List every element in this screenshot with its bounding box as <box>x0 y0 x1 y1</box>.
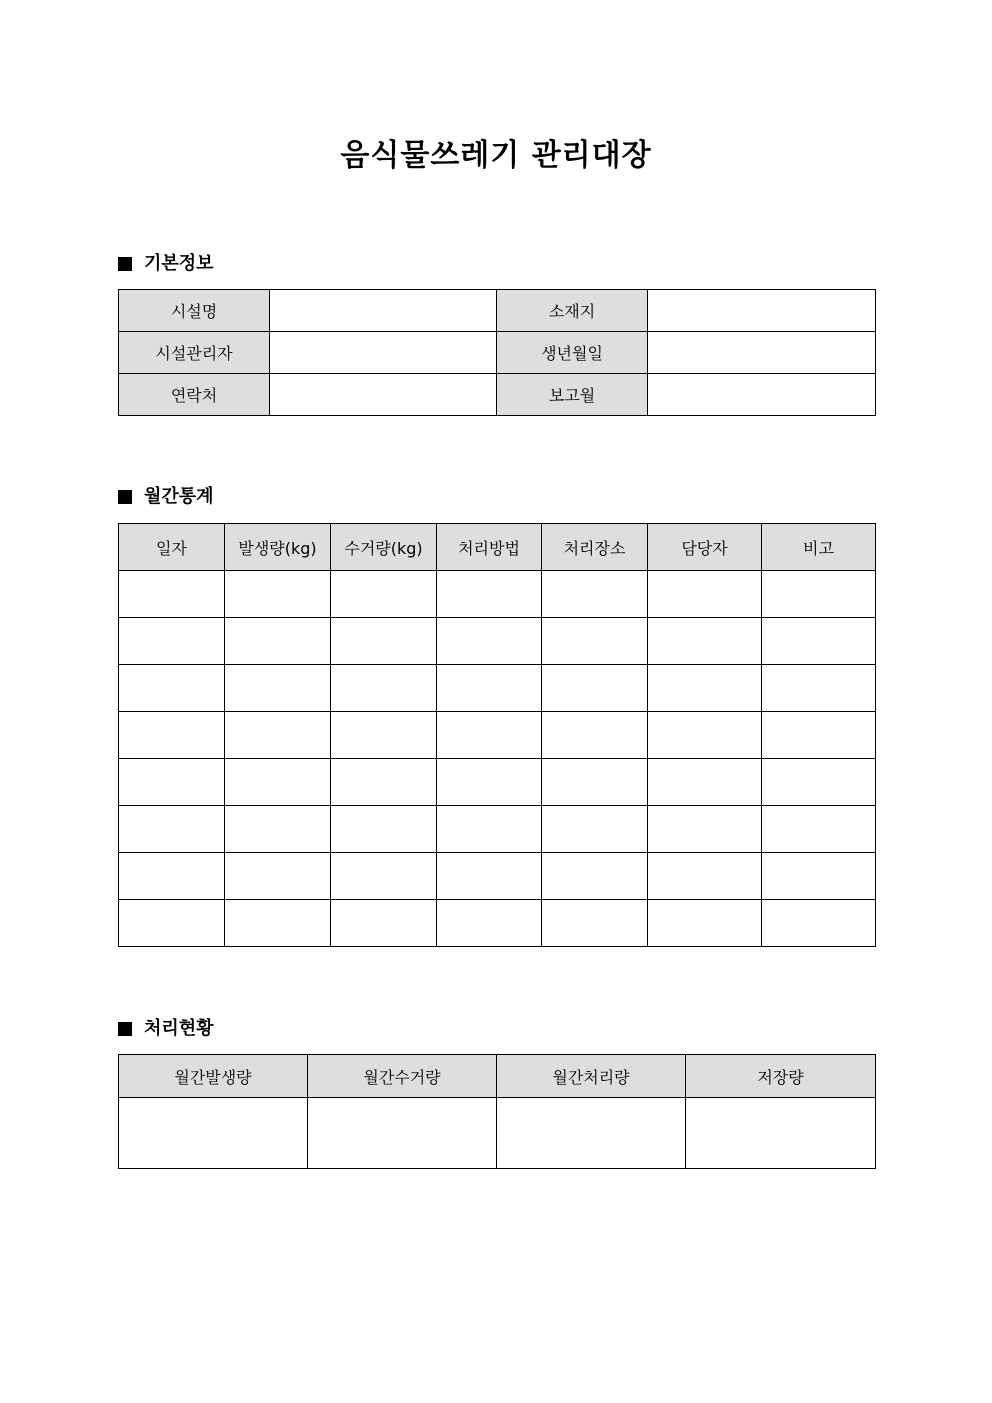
column-header-monthly-processed: 월간처리량 <box>497 1055 686 1098</box>
table-cell[interactable] <box>437 759 542 806</box>
processing-status-table <box>118 1054 876 1169</box>
column-header-storage: 저장량 <box>686 1055 876 1098</box>
table-cell[interactable] <box>225 759 331 806</box>
table-cell[interactable] <box>762 618 876 665</box>
column-header-monthly-collected: 월간수거량 <box>308 1055 497 1098</box>
table-row <box>119 571 876 618</box>
table-cell[interactable] <box>762 571 876 618</box>
label-location: 소재지 <box>497 290 648 332</box>
birth-date-field[interactable] <box>648 332 876 374</box>
column-header-collected: 수거량(kg) <box>331 524 437 571</box>
table-cell[interactable] <box>762 712 876 759</box>
table-cell[interactable] <box>542 665 648 712</box>
table-cell[interactable] <box>331 853 437 900</box>
table-cell[interactable] <box>437 571 542 618</box>
column-header-monthly-generated: 월간발생량 <box>119 1055 308 1098</box>
table-row <box>119 1098 876 1169</box>
table-cell[interactable] <box>648 759 762 806</box>
table-cell[interactable] <box>542 900 648 947</box>
table-cell[interactable] <box>542 712 648 759</box>
label-birth-date: 생년월일 <box>497 332 648 374</box>
column-header-person: 담당자 <box>648 524 762 571</box>
monthly-stats-table <box>118 523 876 947</box>
contact-field[interactable] <box>270 374 497 416</box>
table-header-row <box>119 524 876 571</box>
label-contact: 연락처 <box>119 374 270 416</box>
table-cell[interactable] <box>437 853 542 900</box>
table-row <box>119 618 876 665</box>
table-cell[interactable] <box>331 571 437 618</box>
table-cell[interactable] <box>119 665 225 712</box>
column-header-method: 처리방법 <box>437 524 542 571</box>
table-cell[interactable] <box>119 571 225 618</box>
table-cell[interactable] <box>225 712 331 759</box>
table-cell[interactable] <box>437 618 542 665</box>
label-facility-name: 시설명 <box>119 290 270 332</box>
table-cell[interactable] <box>331 759 437 806</box>
table-cell[interactable] <box>225 665 331 712</box>
table-row <box>119 332 876 374</box>
table-cell[interactable] <box>437 712 542 759</box>
table-row <box>119 853 876 900</box>
table-row <box>119 712 876 759</box>
section-heading-basic-info <box>118 252 214 276</box>
square-bullet-icon <box>118 257 132 271</box>
table-cell[interactable] <box>331 900 437 947</box>
table-row <box>119 806 876 853</box>
basic-info-table <box>118 289 876 416</box>
table-cell[interactable] <box>225 571 331 618</box>
column-header-remarks: 비고 <box>762 524 876 571</box>
table-cell[interactable] <box>648 900 762 947</box>
table-cell[interactable] <box>119 806 225 853</box>
table-cell[interactable] <box>119 712 225 759</box>
table-cell[interactable] <box>119 900 225 947</box>
label-facility-manager: 시설관리자 <box>119 332 270 374</box>
table-cell[interactable] <box>648 618 762 665</box>
table-cell[interactable] <box>225 806 331 853</box>
table-cell[interactable] <box>331 712 437 759</box>
table-cell[interactable] <box>225 618 331 665</box>
column-header-place: 처리장소 <box>542 524 648 571</box>
table-cell[interactable] <box>762 759 876 806</box>
table-cell[interactable] <box>648 712 762 759</box>
monthly-generated-field[interactable] <box>119 1098 308 1169</box>
label-report-month: 보고월 <box>497 374 648 416</box>
table-cell[interactable] <box>331 665 437 712</box>
table-cell[interactable] <box>648 806 762 853</box>
storage-field[interactable] <box>686 1098 876 1169</box>
location-field[interactable] <box>648 290 876 332</box>
table-cell[interactable] <box>648 665 762 712</box>
facility-manager-field[interactable] <box>270 332 497 374</box>
table-cell[interactable] <box>437 806 542 853</box>
table-cell[interactable] <box>762 806 876 853</box>
table-cell[interactable] <box>648 853 762 900</box>
table-cell[interactable] <box>119 853 225 900</box>
section-heading-label: 처리현황 <box>144 1018 214 1039</box>
table-cell[interactable] <box>542 806 648 853</box>
monthly-processed-field[interactable] <box>497 1098 686 1169</box>
table-cell[interactable] <box>542 571 648 618</box>
table-cell[interactable] <box>331 618 437 665</box>
table-cell[interactable] <box>331 806 437 853</box>
table-cell[interactable] <box>119 759 225 806</box>
monthly-collected-field[interactable] <box>308 1098 497 1169</box>
table-cell[interactable] <box>437 665 542 712</box>
square-bullet-icon <box>118 490 132 504</box>
table-cell[interactable] <box>542 618 648 665</box>
table-cell[interactable] <box>648 571 762 618</box>
table-cell[interactable] <box>225 853 331 900</box>
table-row <box>119 759 876 806</box>
column-header-date: 일자 <box>119 524 225 571</box>
table-cell[interactable] <box>762 853 876 900</box>
column-header-generated: 발생량(kg) <box>225 524 331 571</box>
table-cell[interactable] <box>762 665 876 712</box>
section-heading-processing-status <box>118 1017 214 1041</box>
table-cell[interactable] <box>542 759 648 806</box>
document-title: 음식물쓰레기 관리대장 <box>340 138 652 173</box>
table-cell[interactable] <box>762 900 876 947</box>
table-header-row <box>119 1055 876 1098</box>
table-row <box>119 665 876 712</box>
section-heading-label: 기본정보 <box>144 253 214 274</box>
report-month-field[interactable] <box>648 374 876 416</box>
table-row <box>119 290 876 332</box>
section-heading-label: 월간통계 <box>144 486 214 507</box>
table-cell[interactable] <box>119 618 225 665</box>
section-heading-monthly-stats <box>118 485 214 509</box>
table-row <box>119 900 876 947</box>
table-cell[interactable] <box>225 900 331 947</box>
table-cell[interactable] <box>542 853 648 900</box>
square-bullet-icon <box>118 1022 132 1036</box>
table-row <box>119 374 876 416</box>
facility-name-field[interactable] <box>270 290 497 332</box>
table-cell[interactable] <box>437 900 542 947</box>
